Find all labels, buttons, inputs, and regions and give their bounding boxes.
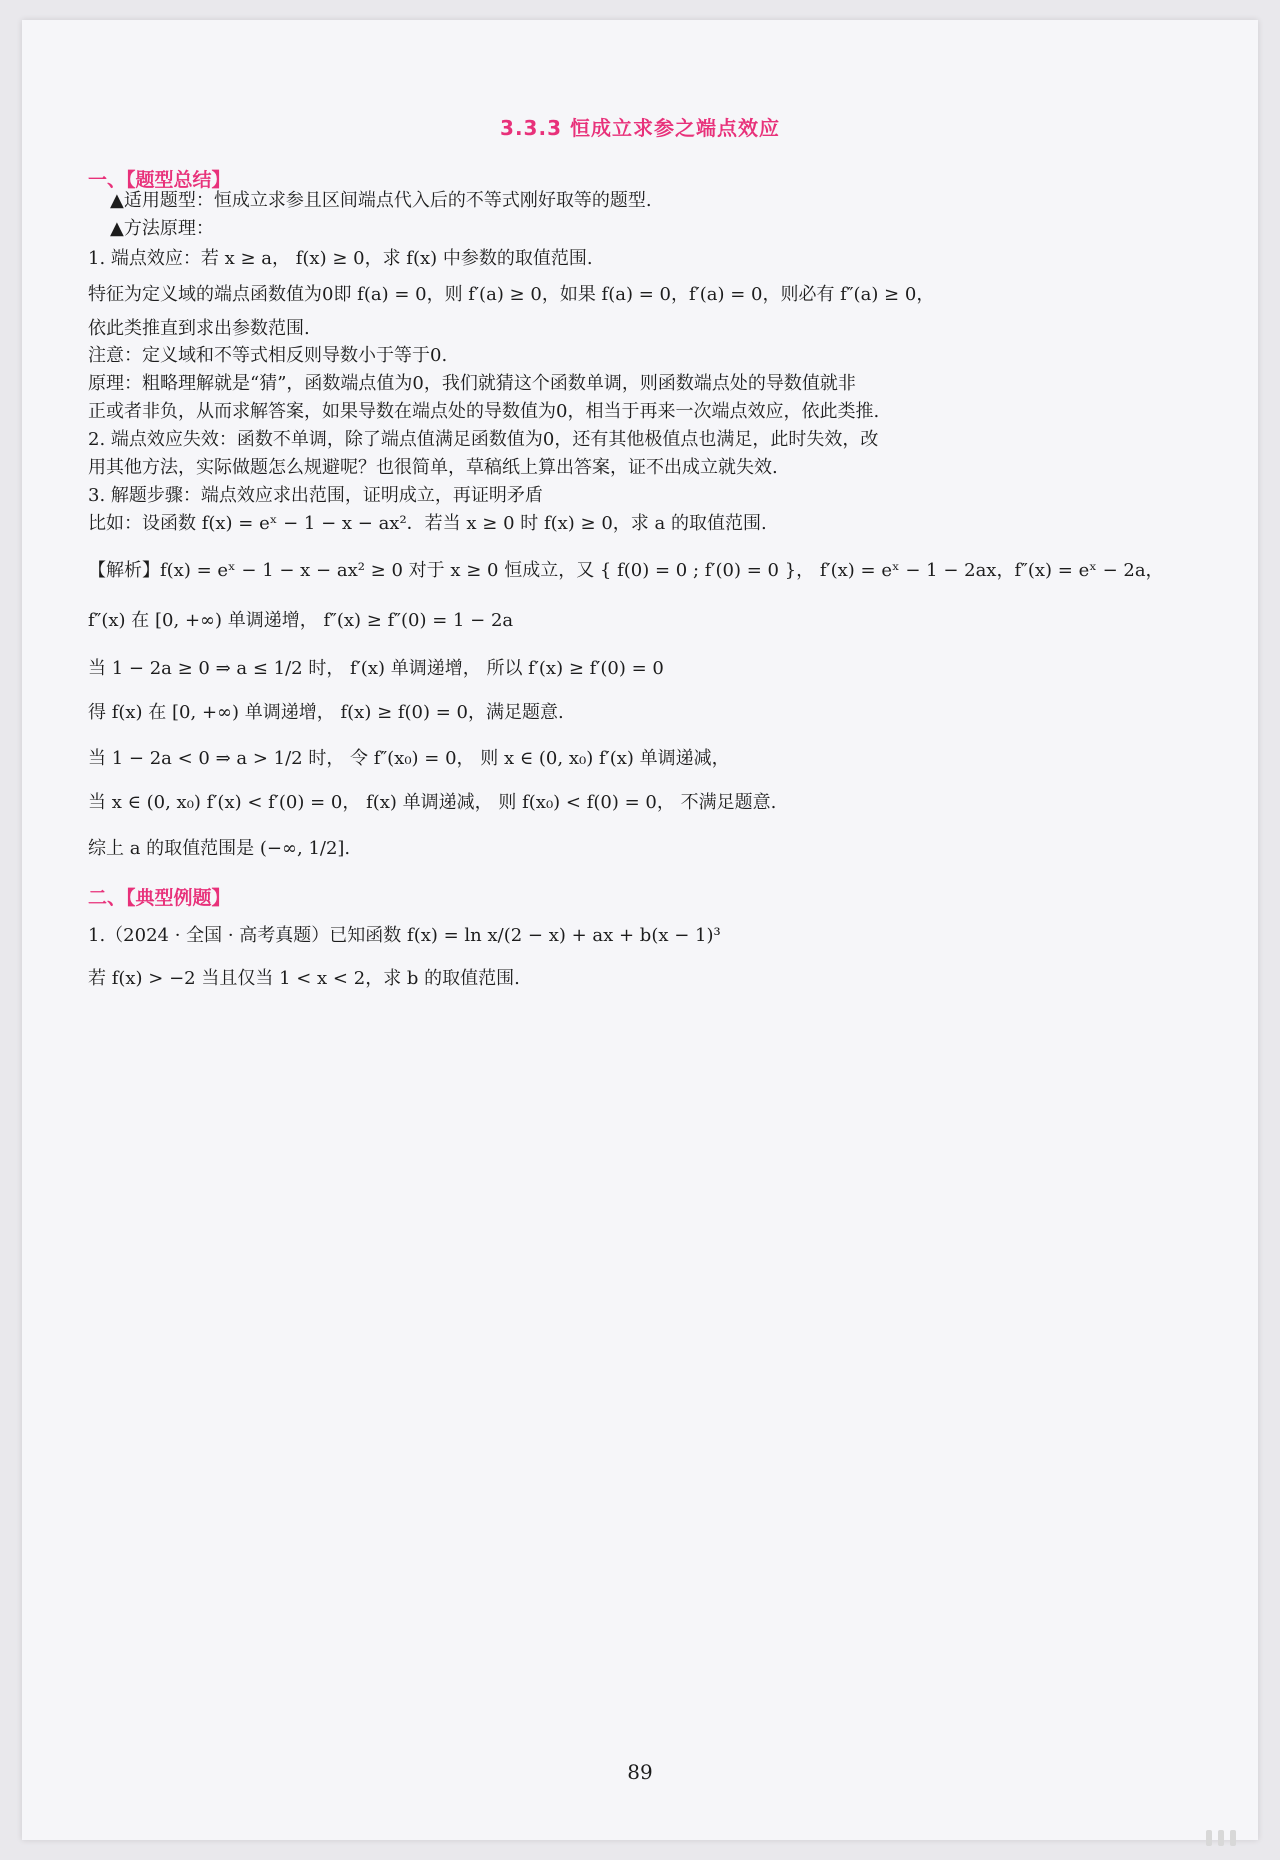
- section-heading-summary: 一、【题型总结】: [88, 169, 231, 191]
- text-line-solution-1: 【解析】f(x) = eˣ − 1 − x − ax² ≥ 0 对于 x ≥ 0 恒成立，又 { f(0) = 0 ; f′(0) = 0 }， f′(x) = eˣ − 1 − 2ax，f″(x) = eˣ − 2a，: [88, 560, 1164, 581]
- text-line-reason-1: 原理：粗略理解就是“猜”，函数端点值为0，我们就猜这个函数单调，则函数端点处的导数值就非: [88, 373, 856, 394]
- text-line-endpoint-effect: 1. 端点效应：若 x ≥ a， f(x) ≥ 0，求 f(x) 中参数的取值范围.: [88, 248, 593, 269]
- text-line-feature: 特征为定义域的端点函数值为0即 f(a) = 0，则 f′(a) ≥ 0，如果 f(a) = 0，f′(a) = 0，则必有 f″(a) ≥ 0，: [88, 284, 935, 305]
- text-line-principle: ▲方法原理：: [110, 218, 214, 239]
- text-line-steps: 3. 解题步骤：端点效应求出范围，证明成立，再证明矛盾: [88, 485, 543, 506]
- pagination-bars-icon: [1206, 1830, 1250, 1848]
- text-line-applicable: ▲适用题型：恒成立求参且区间端点代入后的不等式刚好取等的题型.: [110, 190, 652, 211]
- text-line-solution-6: 当 x ∈ (0, x₀) f′(x) < f′(0) = 0， f(x) 单调递减， 则 f(x₀) < f(0) = 0， 不满足题意.: [88, 792, 777, 813]
- text-line-solution-3: 当 1 − 2a ≥ 0 ⇒ a ≤ 1/2 时， f′(x) 单调递增， 所以 f′(x) ≥ f′(0) = 0: [88, 658, 664, 679]
- text-line-solution-5: 当 1 − 2a < 0 ⇒ a > 1/2 时， 令 f″(x₀) = 0， 则 x ∈ (0, x₀) f′(x) 单调递减，: [88, 748, 730, 769]
- example-question-2: 若 f(x) > −2 当且仅当 1 < x < 2，求 b 的取值范围.: [88, 968, 520, 989]
- text-line-reason-2: 正或者非负，从而求解答案，如果导数在端点处的导数值为0，相当于再来一次端点效应，依此类推.: [88, 401, 880, 422]
- text-line-example-intro: 比如：设函数 f(x) = eˣ − 1 − x − ax²．若当 x ≥ 0 时 f(x) ≥ 0，求 a 的取值范围.: [88, 513, 767, 534]
- page-title: 3.3.3 恒成立求参之端点效应: [500, 116, 780, 140]
- example-question-1: 1.（2024 · 全国 · 高考真题）已知函数 f(x) = ln x/(2 − x) + ax + b(x − 1)³: [88, 925, 721, 946]
- section-heading-examples: 二、【典型例题】: [88, 887, 231, 909]
- text-line-conclusion: 综上 a 的取值范围是 (−∞, 1/2].: [88, 838, 351, 859]
- page-number: 89: [627, 1760, 653, 1784]
- text-line-failure-2: 用其他方法，实际做题怎么规避呢？也很简单，草稿纸上算出答案，证不出成立就失效.: [88, 457, 778, 478]
- text-line-solution-4: 得 f(x) 在 [0, +∞) 单调递增， f(x) ≥ f(0) = 0，满足题意.: [88, 702, 564, 723]
- text-line-analogy: 依此类推直到求出参数范围.: [88, 318, 310, 339]
- text-line-note: 注意：定义域和不等式相反则导数小于等于0.: [88, 345, 448, 366]
- text-line-failure-1: 2. 端点效应失效：函数不单调，除了端点值满足函数值为0，还有其他极值点也满足，此时失效，改: [88, 429, 879, 450]
- text-line-solution-2: f″(x) 在 [0, +∞) 单调递增， f″(x) ≥ f″(0) = 1 − 2a: [88, 610, 514, 631]
